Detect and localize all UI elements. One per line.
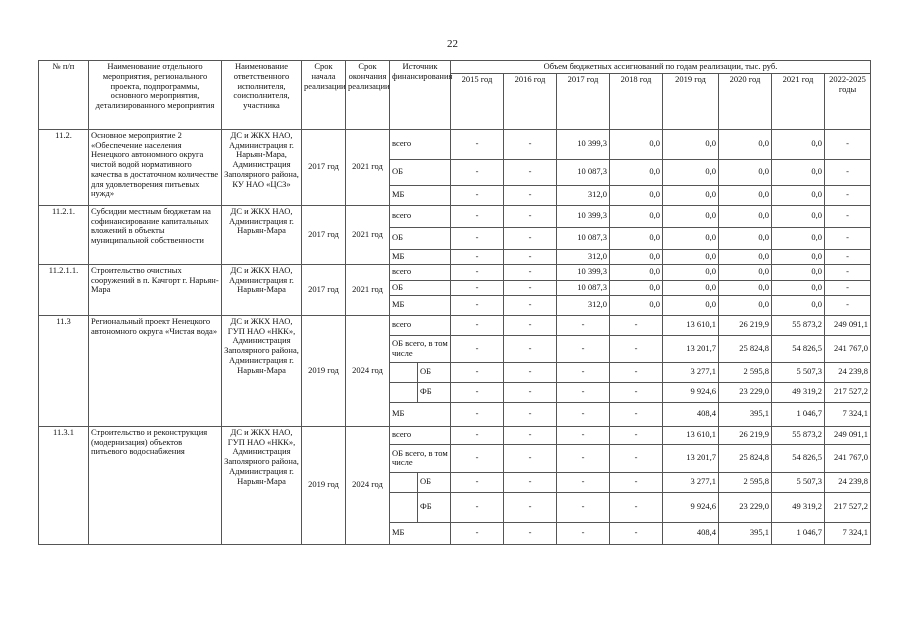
amount-cell: - xyxy=(451,315,504,335)
amount-cell: - xyxy=(504,295,557,315)
amount-cell: - xyxy=(451,382,504,402)
amount-cell: - xyxy=(504,129,557,159)
item-start: 2019 год xyxy=(302,426,346,544)
page-number: 22 xyxy=(447,38,458,50)
amount-cell: 2 595,8 xyxy=(719,362,772,382)
amount-cell: 0,0 xyxy=(610,249,663,264)
source-indent xyxy=(390,492,418,522)
item-number: 11.2.1. xyxy=(39,205,89,264)
amount-cell: 0,0 xyxy=(663,227,719,249)
amount-cell: - xyxy=(504,249,557,264)
amount-cell: - xyxy=(451,492,504,522)
amount-cell: - xyxy=(557,426,610,444)
amount-cell: 49 319,2 xyxy=(772,492,825,522)
budget-table xyxy=(38,60,871,545)
amount-cell: 0,0 xyxy=(610,264,663,280)
amount-cell: 0,0 xyxy=(719,159,772,185)
item-number: 11.3 xyxy=(39,315,89,426)
table-row xyxy=(39,315,871,335)
amount-cell: 0,0 xyxy=(719,185,772,205)
amount-cell: 7 324,1 xyxy=(825,522,871,544)
funding-source: МБ xyxy=(390,185,451,205)
amount-cell: 0,0 xyxy=(610,185,663,205)
amount-cell: - xyxy=(610,362,663,382)
amount-cell: 0,0 xyxy=(772,227,825,249)
amount-cell: - xyxy=(610,382,663,402)
amount-cell: 0,0 xyxy=(663,159,719,185)
header-year: 2021 год xyxy=(772,73,825,129)
item-end: 2021 год xyxy=(346,205,390,264)
amount-cell: 54 826,5 xyxy=(772,335,825,362)
amount-cell: - xyxy=(610,335,663,362)
amount-cell: 0,0 xyxy=(772,159,825,185)
amount-cell: 0,0 xyxy=(772,264,825,280)
amount-cell: - xyxy=(610,444,663,472)
amount-cell: - xyxy=(825,159,871,185)
amount-cell: 0,0 xyxy=(772,280,825,295)
item-end: 2021 год xyxy=(346,264,390,315)
header-volume: Объем бюджетных ассигнований по годам реализации, тыс. руб. xyxy=(451,61,871,74)
item-number: 11.3.1 xyxy=(39,426,89,544)
amount-cell: 13 610,1 xyxy=(663,315,719,335)
amount-cell: 0,0 xyxy=(772,249,825,264)
amount-cell: - xyxy=(825,264,871,280)
amount-cell: - xyxy=(825,227,871,249)
amount-cell: 23 229,0 xyxy=(719,492,772,522)
amount-cell: - xyxy=(504,444,557,472)
amount-cell: 408,4 xyxy=(663,522,719,544)
funding-source: всего xyxy=(390,315,451,335)
amount-cell: 24 239,8 xyxy=(825,472,871,492)
amount-cell: - xyxy=(451,205,504,227)
funding-source: всего xyxy=(390,426,451,444)
amount-cell: - xyxy=(504,227,557,249)
item-name: Основное мероприятие 2 «Обеспечение населения Ненецкого автономного округа чистой водой нормативного качества в достаточном количестве для удовлетворения питьевых нужд» xyxy=(89,129,222,205)
item-name: Субсидии местным бюджетам на софинансирование капитальных вложений в объекты муниципальной собственности xyxy=(89,205,222,264)
amount-cell: - xyxy=(504,335,557,362)
amount-cell: - xyxy=(451,426,504,444)
funding-source: ОБ xyxy=(390,227,451,249)
amount-cell: 26 219,9 xyxy=(719,426,772,444)
funding-source: МБ xyxy=(390,295,451,315)
amount-cell: 5 507,3 xyxy=(772,472,825,492)
item-start: 2017 год xyxy=(302,129,346,205)
header-name: Наименование отдельного мероприятия, регионального проекта, подпрограммы, основного мероприятия, детализированного мероприятия xyxy=(89,61,222,130)
amount-cell: - xyxy=(557,444,610,472)
funding-source: МБ xyxy=(390,402,451,426)
amount-cell: 0,0 xyxy=(663,205,719,227)
amount-cell: - xyxy=(451,264,504,280)
amount-cell: 10 399,3 xyxy=(557,205,610,227)
amount-cell: 0,0 xyxy=(772,185,825,205)
table-row xyxy=(39,129,871,159)
amount-cell: 241 767,0 xyxy=(825,335,871,362)
header-start: Срок начала реализации xyxy=(302,61,346,130)
amount-cell: 0,0 xyxy=(772,129,825,159)
amount-cell: 0,0 xyxy=(663,129,719,159)
amount-cell: 395,1 xyxy=(719,402,772,426)
item-end: 2021 год xyxy=(346,129,390,205)
amount-cell: 2 595,8 xyxy=(719,472,772,492)
amount-cell: - xyxy=(504,472,557,492)
item-start: 2019 год xyxy=(302,315,346,426)
amount-cell: - xyxy=(557,522,610,544)
header-exec: Наименование ответственного исполнителя, соисполнителя, участника xyxy=(222,61,302,130)
amount-cell: - xyxy=(557,335,610,362)
amount-cell: 312,0 xyxy=(557,295,610,315)
amount-cell: - xyxy=(451,335,504,362)
amount-cell: - xyxy=(825,249,871,264)
amount-cell: 241 767,0 xyxy=(825,444,871,472)
amount-cell: - xyxy=(451,249,504,264)
amount-cell: - xyxy=(504,492,557,522)
amount-cell: 0,0 xyxy=(610,227,663,249)
amount-cell: 217 527,2 xyxy=(825,382,871,402)
amount-cell: - xyxy=(451,185,504,205)
amount-cell: 0,0 xyxy=(719,129,772,159)
header-year: 2016 год xyxy=(504,73,557,129)
amount-cell: 395,1 xyxy=(719,522,772,544)
amount-cell: 0,0 xyxy=(610,129,663,159)
amount-cell: - xyxy=(557,315,610,335)
funding-source: ОБ всего, в том числе xyxy=(390,335,451,362)
amount-cell: 10 087,3 xyxy=(557,227,610,249)
amount-cell: - xyxy=(610,472,663,492)
amount-cell: - xyxy=(451,227,504,249)
amount-cell: 5 507,3 xyxy=(772,362,825,382)
amount-cell: 3 277,1 xyxy=(663,362,719,382)
funding-source: ОБ xyxy=(418,362,451,382)
source-indent xyxy=(390,472,418,492)
amount-cell: - xyxy=(610,492,663,522)
amount-cell: 24 239,8 xyxy=(825,362,871,382)
amount-cell: 25 824,8 xyxy=(719,335,772,362)
amount-cell: - xyxy=(557,362,610,382)
amount-cell: - xyxy=(825,280,871,295)
table-row xyxy=(39,264,871,280)
amount-cell: - xyxy=(504,185,557,205)
amount-cell: 23 229,0 xyxy=(719,382,772,402)
amount-cell: - xyxy=(504,362,557,382)
amount-cell: 0,0 xyxy=(663,295,719,315)
amount-cell: 0,0 xyxy=(719,205,772,227)
header-year: 2017 год xyxy=(557,73,610,129)
header-end: Срок окончания реализации xyxy=(346,61,390,130)
amount-cell: - xyxy=(451,295,504,315)
header-year: 2015 год xyxy=(451,73,504,129)
item-number: 11.2. xyxy=(39,129,89,205)
amount-cell: - xyxy=(504,315,557,335)
amount-cell: 312,0 xyxy=(557,185,610,205)
header-year: 2022-2025 годы xyxy=(825,73,871,129)
amount-cell: 0,0 xyxy=(610,205,663,227)
item-executor: ДС и ЖКХ НАО, ГУП НАО «НКК», Администрация Заполярного района, Администрация г. Нарьян-Мара xyxy=(222,315,302,426)
amount-cell: - xyxy=(504,426,557,444)
amount-cell: 249 091,1 xyxy=(825,315,871,335)
amount-cell: - xyxy=(451,159,504,185)
amount-cell: - xyxy=(825,295,871,315)
funding-source: ФБ xyxy=(418,382,451,402)
amount-cell: 0,0 xyxy=(719,264,772,280)
amount-cell: 3 277,1 xyxy=(663,472,719,492)
amount-cell: 0,0 xyxy=(663,264,719,280)
amount-cell: 13 610,1 xyxy=(663,426,719,444)
item-name: Строительство очистных сооружений в п. Качгорт г. Нарьян-Мара xyxy=(89,264,222,315)
amount-cell: 0,0 xyxy=(610,280,663,295)
amount-cell: - xyxy=(451,402,504,426)
amount-cell: - xyxy=(557,492,610,522)
funding-source: ОБ xyxy=(390,280,451,295)
funding-source: МБ xyxy=(390,249,451,264)
amount-cell: 0,0 xyxy=(663,185,719,205)
amount-cell: - xyxy=(825,185,871,205)
funding-source: ОБ всего, в том числе xyxy=(390,444,451,472)
header-row-1 xyxy=(39,61,871,74)
amount-cell: 10 399,3 xyxy=(557,129,610,159)
amount-cell: - xyxy=(504,382,557,402)
amount-cell: 0,0 xyxy=(772,295,825,315)
item-executor: ДС и ЖКХ НАО, Администрация г. Нарьян-Мара, Администрация Заполярного района, КУ НАО «ЦСЗ» xyxy=(222,129,302,205)
amount-cell: 49 319,2 xyxy=(772,382,825,402)
amount-cell: - xyxy=(504,522,557,544)
amount-cell: - xyxy=(557,382,610,402)
item-number: 11.2.1.1. xyxy=(39,264,89,315)
amount-cell: 25 824,8 xyxy=(719,444,772,472)
amount-cell: 55 873,2 xyxy=(772,315,825,335)
amount-cell: - xyxy=(557,472,610,492)
amount-cell: 0,0 xyxy=(719,227,772,249)
header-num: № п/п xyxy=(39,61,89,130)
amount-cell: - xyxy=(451,472,504,492)
table-row xyxy=(39,426,871,444)
header-source: Источник финансирования xyxy=(390,61,451,130)
amount-cell: - xyxy=(451,280,504,295)
amount-cell: 1 046,7 xyxy=(772,522,825,544)
amount-cell: 0,0 xyxy=(663,280,719,295)
amount-cell: 0,0 xyxy=(663,249,719,264)
amount-cell: - xyxy=(451,444,504,472)
item-executor: ДС и ЖКХ НАО, Администрация г. Нарьян-Мара xyxy=(222,264,302,315)
funding-source: всего xyxy=(390,129,451,159)
funding-source: МБ xyxy=(390,522,451,544)
amount-cell: 0,0 xyxy=(772,205,825,227)
header-year: 2019 год xyxy=(663,73,719,129)
amount-cell: - xyxy=(504,264,557,280)
item-end: 2024 год xyxy=(346,315,390,426)
amount-cell: 1 046,7 xyxy=(772,402,825,426)
amount-cell: - xyxy=(451,522,504,544)
amount-cell: 0,0 xyxy=(610,295,663,315)
amount-cell: - xyxy=(504,280,557,295)
item-name: Строительство и реконструкция (модернизация) объектов питьевого водоснабжения xyxy=(89,426,222,544)
amount-cell: - xyxy=(504,159,557,185)
funding-source: ОБ xyxy=(418,472,451,492)
amount-cell: 9 924,6 xyxy=(663,492,719,522)
item-end: 2024 год xyxy=(346,426,390,544)
amount-cell: 54 826,5 xyxy=(772,444,825,472)
amount-cell: - xyxy=(610,426,663,444)
amount-cell: - xyxy=(504,402,557,426)
funding-source: всего xyxy=(390,264,451,280)
source-indent xyxy=(390,382,418,402)
table-row xyxy=(39,205,871,227)
amount-cell: 10 087,3 xyxy=(557,159,610,185)
funding-source: всего xyxy=(390,205,451,227)
amount-cell: - xyxy=(610,315,663,335)
amount-cell: 9 924,6 xyxy=(663,382,719,402)
item-start: 2017 год xyxy=(302,205,346,264)
amount-cell: 312,0 xyxy=(557,249,610,264)
amount-cell: - xyxy=(610,402,663,426)
amount-cell: 7 324,1 xyxy=(825,402,871,426)
amount-cell: 26 219,9 xyxy=(719,315,772,335)
amount-cell: 0,0 xyxy=(719,295,772,315)
amount-cell: - xyxy=(825,205,871,227)
funding-source: ФБ xyxy=(418,492,451,522)
amount-cell: - xyxy=(451,362,504,382)
item-name: Региональный проект Ненецкого автономного округа «Чистая вода» xyxy=(89,315,222,426)
header-year: 2020 год xyxy=(719,73,772,129)
amount-cell: - xyxy=(451,129,504,159)
amount-cell: 0,0 xyxy=(610,159,663,185)
item-start: 2017 год xyxy=(302,264,346,315)
amount-cell: 0,0 xyxy=(719,280,772,295)
item-executor: ДС и ЖКХ НАО, ГУП НАО «НКК», Администрация Заполярного района, Администрация г. Нарьян-Мара xyxy=(222,426,302,544)
amount-cell: - xyxy=(504,205,557,227)
amount-cell: 0,0 xyxy=(719,249,772,264)
amount-cell: 217 527,2 xyxy=(825,492,871,522)
amount-cell: - xyxy=(610,522,663,544)
source-indent xyxy=(390,362,418,382)
amount-cell: 10 087,3 xyxy=(557,280,610,295)
amount-cell: - xyxy=(557,402,610,426)
amount-cell: 408,4 xyxy=(663,402,719,426)
amount-cell: 13 201,7 xyxy=(663,335,719,362)
amount-cell: 249 091,1 xyxy=(825,426,871,444)
header-year: 2018 год xyxy=(610,73,663,129)
amount-cell: 55 873,2 xyxy=(772,426,825,444)
funding-source: ОБ xyxy=(390,159,451,185)
amount-cell: 10 399,3 xyxy=(557,264,610,280)
amount-cell: 13 201,7 xyxy=(663,444,719,472)
amount-cell: - xyxy=(825,129,871,159)
item-executor: ДС и ЖКХ НАО, Администрация г. Нарьян-Мара xyxy=(222,205,302,264)
